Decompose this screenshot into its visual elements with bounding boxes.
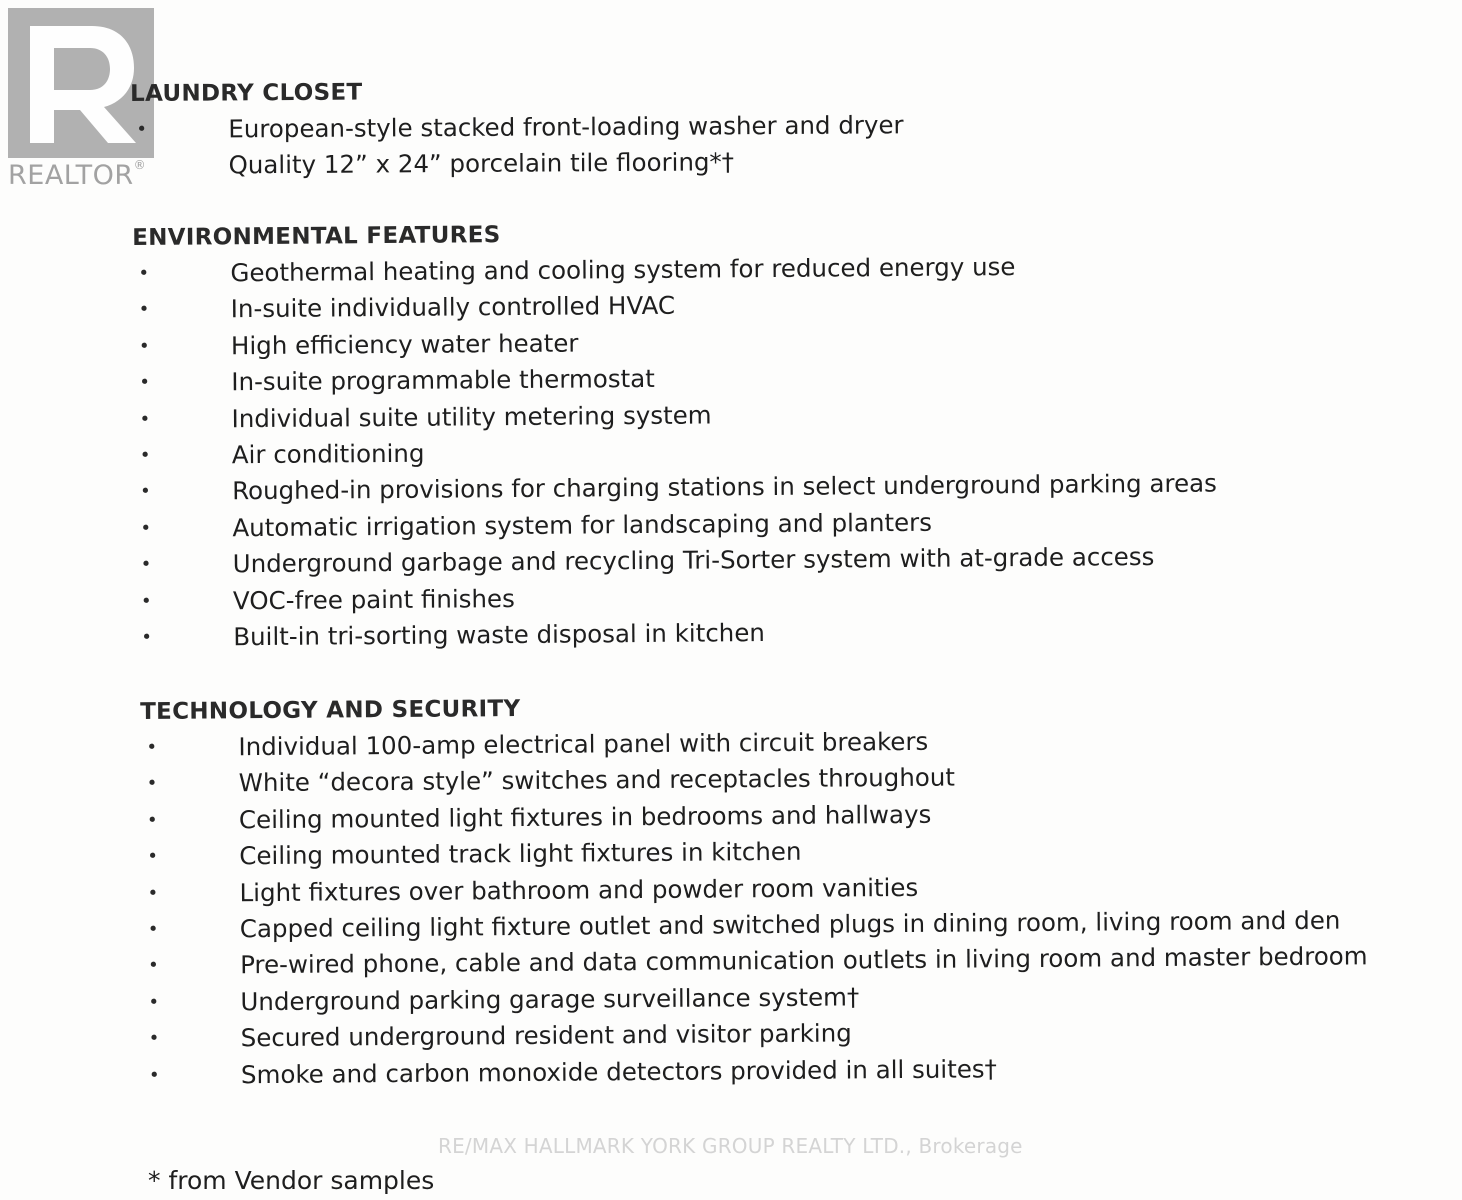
bullet-icon: • bbox=[140, 481, 151, 503]
list-item bbox=[135, 542, 1155, 583]
bullet-icon: • bbox=[138, 262, 150, 284]
list-item-text: Individual 100-amp electrical panel with circuit breakers bbox=[238, 726, 929, 762]
list-item-text: In-suite programmable thermostat bbox=[231, 364, 655, 397]
list-item bbox=[133, 399, 712, 438]
bullet-icon: • bbox=[141, 626, 152, 648]
list-item bbox=[130, 110, 904, 149]
list-item bbox=[134, 435, 503, 474]
bullet-icon: • bbox=[139, 372, 150, 394]
list-item-text: Geothermal heating and cooling system for reduced energy use bbox=[230, 252, 1016, 288]
bullet-icon: • bbox=[146, 773, 158, 795]
list-item-text: Pre-wired phone, cable and data communication outlets in living room and master bedroom bbox=[240, 941, 1368, 980]
list-item-text: Ceiling mounted light fixtures in bedrooms and hallways bbox=[238, 799, 932, 835]
bullet-icon: • bbox=[146, 809, 158, 831]
bullet-icon: • bbox=[147, 846, 158, 868]
list-item bbox=[135, 617, 765, 656]
list-item bbox=[142, 905, 1341, 948]
list-item bbox=[133, 289, 676, 328]
bullet-icon: • bbox=[147, 918, 159, 940]
list-item bbox=[142, 982, 860, 1021]
list-item bbox=[141, 762, 956, 802]
bullet-icon: • bbox=[138, 335, 150, 357]
bullet-icon: • bbox=[147, 882, 159, 904]
list-item bbox=[141, 836, 802, 875]
list-item-text: Light fixtures over bathroom and powder room vanities bbox=[239, 872, 919, 907]
brokerage-watermark: RE/MAX HALLMARK YORK GROUP REALTY LTD., Brokerage bbox=[438, 1134, 1023, 1158]
bullet-icon: • bbox=[139, 444, 151, 466]
list-item bbox=[132, 252, 1016, 292]
bullet-icon: • bbox=[148, 991, 160, 1013]
list-item-text: Ceiling mounted track light fixtures in kitchen bbox=[239, 836, 802, 871]
list-item-text: Automatic irrigation system for landscaping and planters bbox=[232, 507, 933, 542]
section-heading: TECHNOLOGY AND SECURITY bbox=[140, 696, 521, 725]
list-item bbox=[135, 581, 515, 620]
list-item bbox=[141, 872, 919, 912]
section-heading: ENVIRONMENTAL FEATURES bbox=[132, 222, 501, 251]
list-item-text: Capped ceiling light fixture outlet and switched plugs in dining room, living room and den bbox=[239, 905, 1341, 944]
list-item-text: Built-in tri-sorting waste disposal in kitchen bbox=[233, 617, 765, 652]
list-item bbox=[134, 468, 1217, 510]
bullet-icon: • bbox=[140, 553, 152, 576]
list-item bbox=[133, 326, 579, 365]
bullet-icon: • bbox=[148, 1027, 160, 1050]
bullet-icon: • bbox=[140, 517, 152, 539]
technology-security-section bbox=[140, 691, 1368, 1094]
list-item-text: High efficiency water heater bbox=[230, 328, 579, 361]
list-item bbox=[133, 362, 655, 401]
footnote: * from Vendor samples bbox=[148, 1166, 435, 1195]
list-item bbox=[140, 726, 929, 766]
list-item-text: Underground parking garage surveillance system† bbox=[240, 982, 860, 1016]
list-item-text: In-suite individually controlled HVAC bbox=[230, 291, 676, 324]
laundry-closet-section bbox=[130, 75, 904, 185]
list-item-text: Air conditioning bbox=[231, 438, 425, 470]
list-item bbox=[134, 507, 933, 547]
list-item bbox=[143, 1053, 997, 1094]
bullet-icon: • bbox=[136, 118, 148, 140]
bullet-icon: • bbox=[148, 1064, 160, 1086]
list-item-text: Underground garbage and recycling Tri-Sorter system with at-grade access bbox=[232, 542, 1155, 579]
realtor-wordmark: REALTOR® bbox=[8, 158, 147, 191]
list-item-text: European-style stacked front-loading washer and dryer bbox=[228, 110, 904, 144]
list-item bbox=[130, 147, 735, 185]
environmental-features-section bbox=[132, 217, 1217, 656]
list-item bbox=[142, 941, 1368, 984]
list-item-text: VOC-free paint finishes bbox=[232, 583, 515, 615]
bullet-icon: • bbox=[138, 299, 150, 321]
list-item-text: Smoke and carbon monoxide detectors provided in all suites† bbox=[240, 1053, 997, 1089]
section-heading: LAUNDRY CLOSET bbox=[130, 79, 363, 107]
list-item-text: Secured underground resident and visitor parking bbox=[240, 1018, 852, 1053]
list-item bbox=[141, 799, 932, 839]
bullet-icon: • bbox=[139, 408, 151, 430]
bullet-icon: • bbox=[146, 736, 158, 758]
list-item bbox=[143, 1018, 852, 1057]
list-item-text: Roughed-in provisions for charging stations in select underground parking areas bbox=[232, 468, 1217, 506]
list-item-text: Individual suite utility metering system bbox=[231, 400, 712, 433]
list-item-text: Quality 12” x 24” porcelain tile flooring*† bbox=[228, 147, 735, 180]
list-item-text: White “decora style” switches and receptacles throughout bbox=[238, 762, 956, 798]
bullet-icon: • bbox=[148, 955, 159, 977]
bullet-icon: • bbox=[140, 590, 152, 612]
